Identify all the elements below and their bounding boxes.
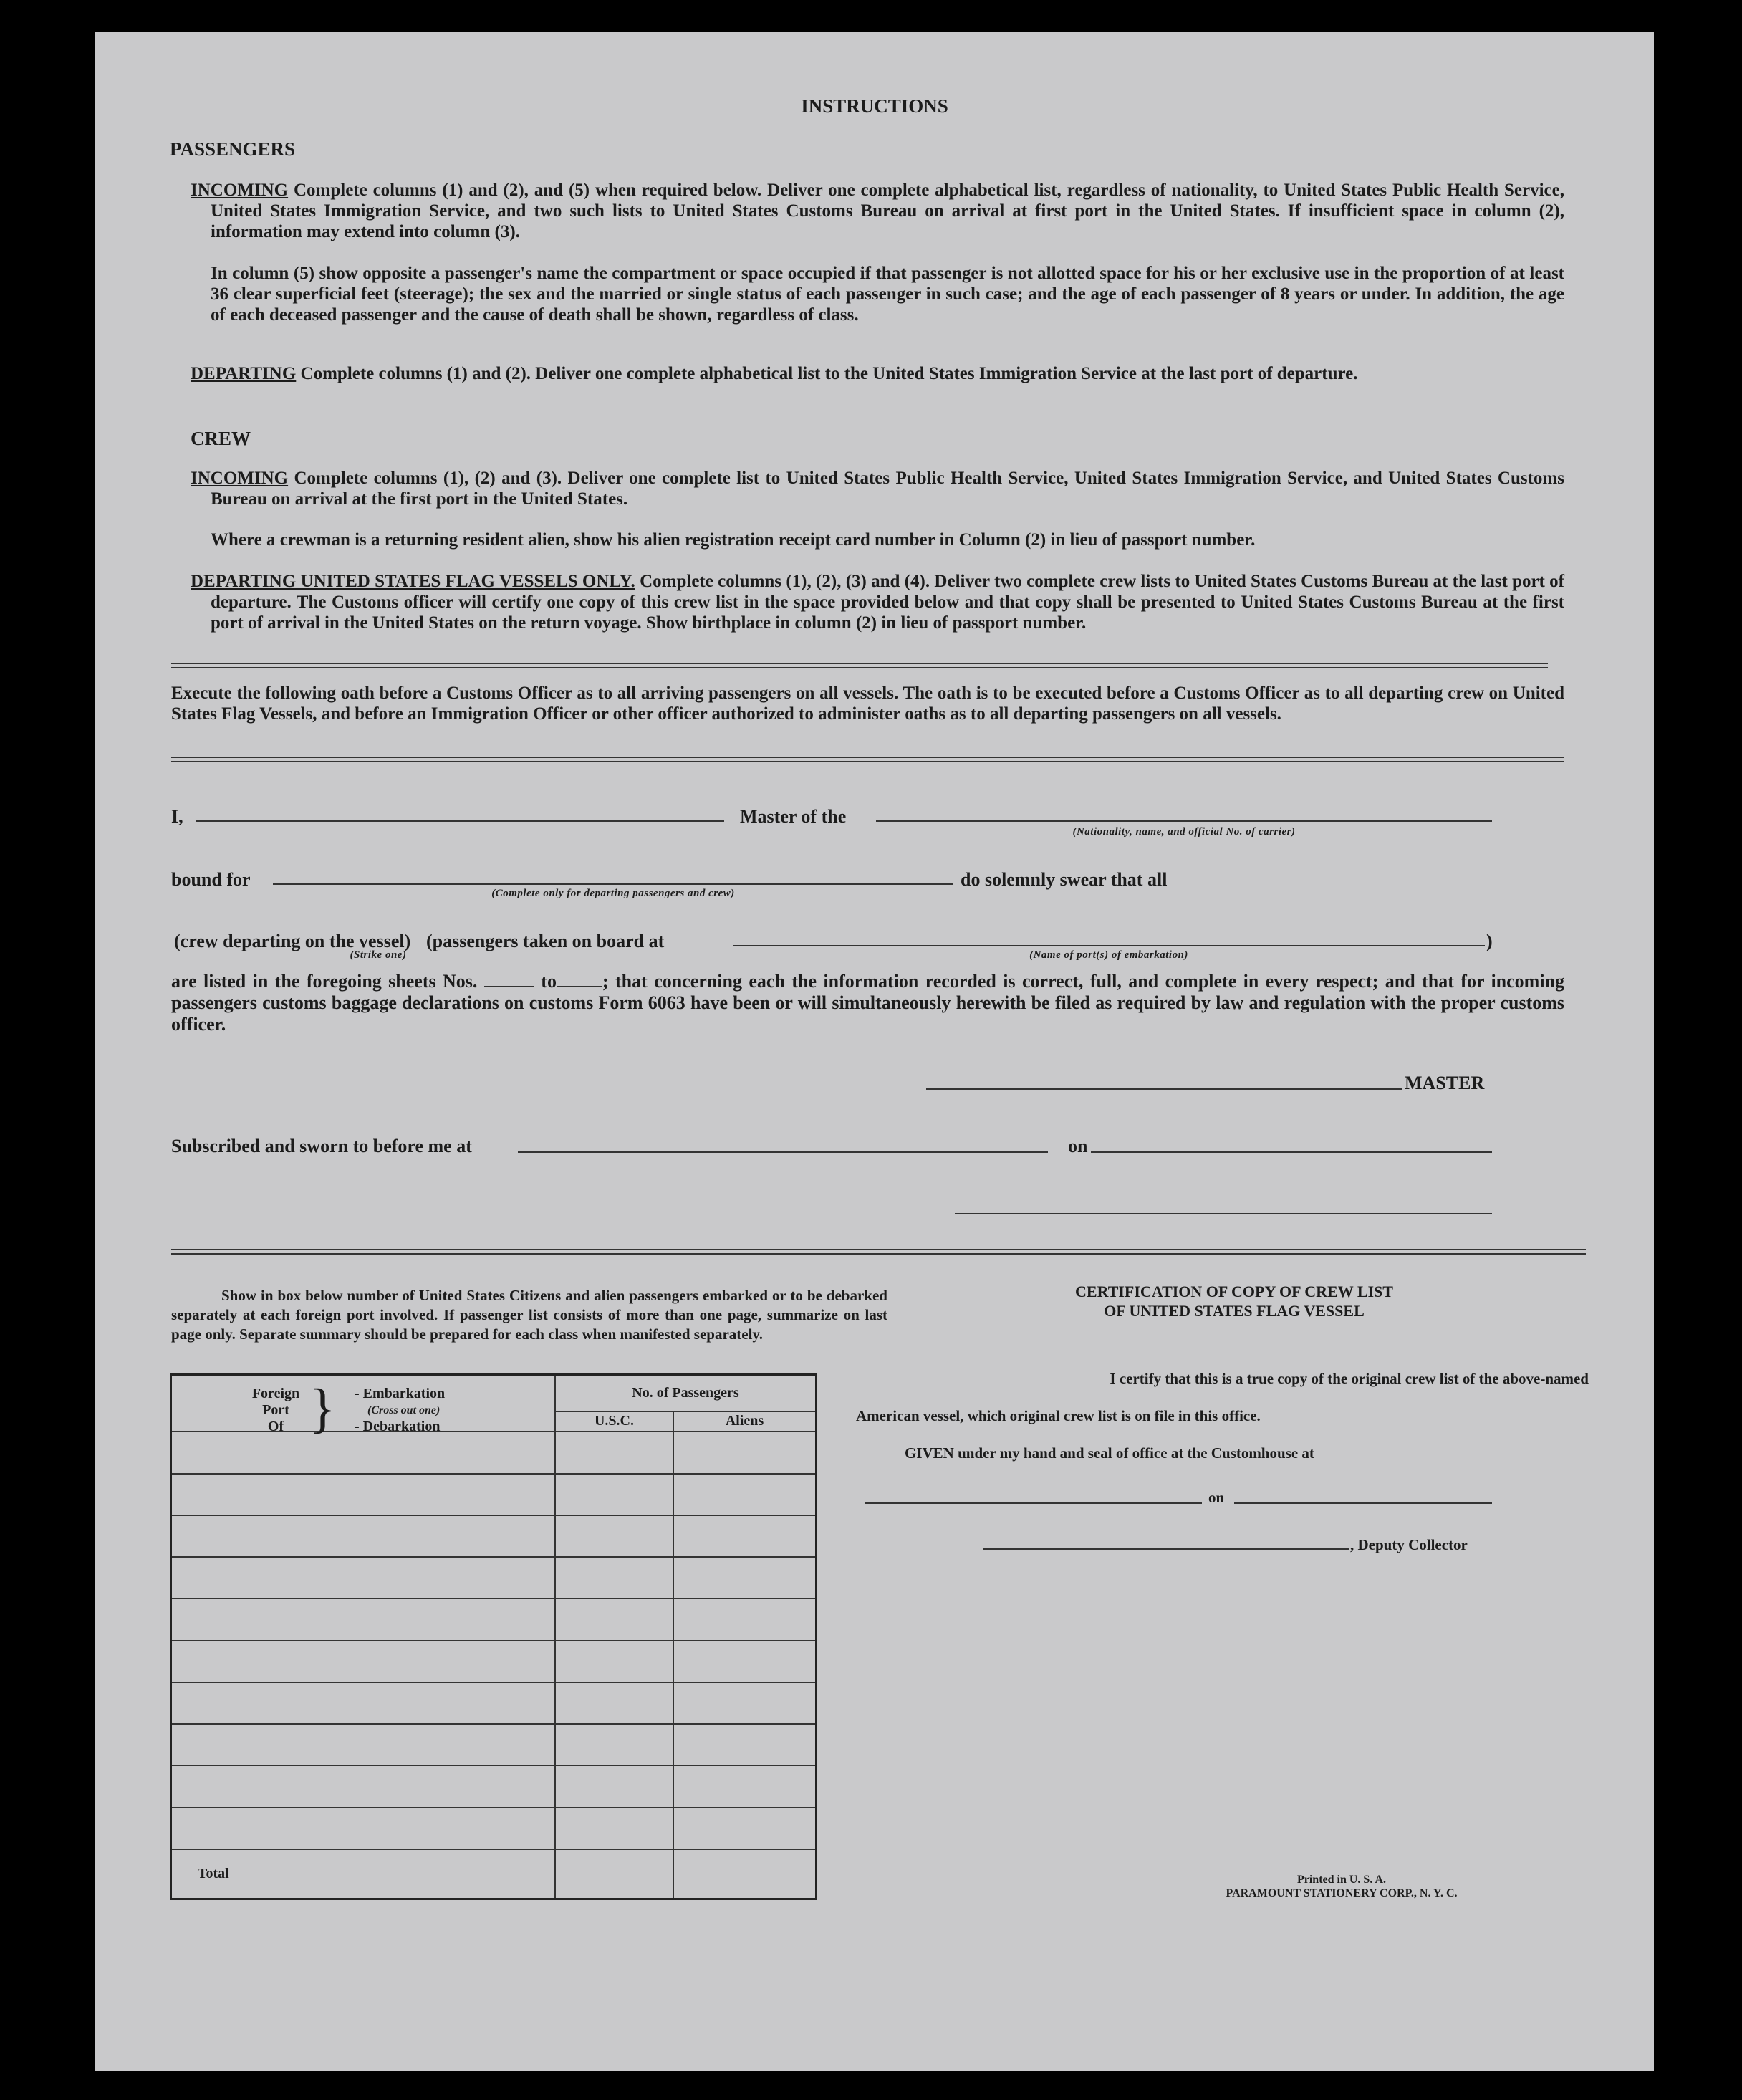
crew-departing-block bbox=[191, 571, 1564, 633]
crew-departing-option[interactable]: (crew departing on the vessel) bbox=[174, 931, 411, 951]
sworn-place-field[interactable] bbox=[518, 1151, 1048, 1153]
master-name-field[interactable] bbox=[196, 820, 724, 822]
sworn-date-field[interactable] bbox=[1091, 1151, 1492, 1153]
brace-icon: } bbox=[309, 1379, 336, 1439]
master-signature-field[interactable] bbox=[926, 1088, 1402, 1090]
oath-paragraph bbox=[171, 971, 1564, 1035]
certification-title-line2: OF UNITED STATES FLAG VESSEL bbox=[1104, 1302, 1365, 1320]
port-cell[interactable] bbox=[171, 1432, 556, 1473]
header-cross-out: (Cross out one) bbox=[367, 1404, 441, 1416]
usc-cell[interactable] bbox=[555, 1641, 673, 1682]
port-cell[interactable] bbox=[171, 1808, 556, 1849]
usc-cell[interactable] bbox=[555, 1474, 673, 1515]
usc-cell[interactable] bbox=[555, 1515, 673, 1557]
aliens-cell[interactable] bbox=[673, 1432, 817, 1473]
to-label: to bbox=[541, 971, 557, 992]
crew-heading: CREW bbox=[191, 428, 251, 449]
header-embarkation[interactable]: - Embarkation bbox=[355, 1386, 446, 1401]
aliens-cell[interactable] bbox=[673, 1808, 817, 1849]
certify-line1: I certify that this is a true copy of the original crew list of the above-named bbox=[1110, 1370, 1589, 1387]
certification-on-label: on bbox=[1208, 1489, 1225, 1506]
summary-instructions-text: Show in box below number of United States Citizens and alien passengers embarked or to be debarked separately at each foreign port involved. If passenger list consists of more than one page, summarize on last page only. Separate summary should be prepared for each class when manifested separately. bbox=[171, 1287, 887, 1343]
instructions-title: INSTRUCTIONS bbox=[801, 95, 948, 117]
summary-row bbox=[171, 1682, 817, 1724]
aliens-cell[interactable] bbox=[673, 1765, 817, 1807]
ports-caption: (Name of port(s) of embarkation) bbox=[1029, 949, 1188, 961]
aliens-cell[interactable] bbox=[673, 1515, 817, 1557]
master-of-label: Master of the bbox=[740, 806, 847, 827]
oath-instructions-block bbox=[171, 683, 1564, 724]
bound-for-caption: (Complete only for departing passengers and crew) bbox=[491, 888, 735, 899]
bound-for-field[interactable] bbox=[273, 883, 953, 885]
certification-date-field[interactable] bbox=[1234, 1502, 1492, 1504]
total-usc-cell[interactable] bbox=[555, 1849, 673, 1899]
usc-cell[interactable] bbox=[555, 1808, 673, 1849]
crew-alien-block bbox=[211, 529, 1564, 550]
summary-row bbox=[171, 1474, 817, 1515]
passengers-incoming-text: Complete columns (1) and (2), and (5) when required below. Deliver one complete alphabetical list, regardless of nationality, to United States Public Health Service, United States Immigration Service, and two such lists to United States Customs Bureau on arrival at first port in the United States. If insufficient space in column (2), information may extend into column (3). bbox=[211, 181, 1564, 241]
aliens-cell[interactable] bbox=[673, 1682, 817, 1724]
crew-alien-text: Where a crewman is a returning resident alien, show his alien registration receipt card number in Column (2) in lieu of passport number. bbox=[211, 530, 1256, 550]
summary-row bbox=[171, 1765, 817, 1807]
oath-text: ; that concerning each the information recorded is correct, full, and complete in every respect; and that for incoming passengers customs baggage declarations on customs Form 6063 have been or will simultaneously herewith be filed as required by law and regulation with the proper customs officer. bbox=[171, 971, 1565, 1035]
passengers-column5-block bbox=[211, 263, 1564, 325]
summary-row bbox=[171, 1641, 817, 1682]
aliens-cell[interactable] bbox=[673, 1724, 817, 1765]
divider-rule bbox=[171, 1249, 1586, 1255]
subscribed-label: Subscribed and sworn to before me at bbox=[171, 1136, 472, 1156]
port-header-cell bbox=[171, 1375, 556, 1439]
strike-caption: (Strike one) bbox=[350, 949, 407, 961]
usc-header: U.S.C. bbox=[555, 1411, 673, 1432]
deputy-signature-field[interactable] bbox=[983, 1548, 1349, 1550]
aliens-header: Aliens bbox=[673, 1411, 817, 1432]
header-port: Port bbox=[262, 1402, 289, 1418]
aliens-cell[interactable] bbox=[673, 1598, 817, 1640]
port-cell[interactable] bbox=[171, 1474, 556, 1515]
passengers-departing-block bbox=[191, 363, 1564, 384]
carrier-field[interactable] bbox=[876, 820, 1492, 822]
port-cell[interactable] bbox=[171, 1682, 556, 1724]
port-cell[interactable] bbox=[171, 1557, 556, 1598]
usc-cell[interactable] bbox=[555, 1598, 673, 1640]
certification-title-line1: CERTIFICATION OF COPY OF CREW LIST bbox=[1075, 1282, 1393, 1300]
oath-i-label: I, bbox=[171, 806, 183, 827]
officer-signature-field[interactable] bbox=[955, 1213, 1492, 1214]
sheet-to-field[interactable] bbox=[557, 972, 602, 987]
aliens-cell[interactable] bbox=[673, 1474, 817, 1515]
carrier-caption: (Nationality, name, and official No. of carrier) bbox=[1072, 826, 1296, 838]
sheet-from-field[interactable] bbox=[484, 972, 534, 987]
certify-line2: American vessel, which original crew list is on file in this office. bbox=[856, 1407, 1261, 1424]
summary-row bbox=[171, 1724, 817, 1765]
header-debarkation[interactable]: - Debarkation bbox=[355, 1419, 441, 1434]
summary-row bbox=[171, 1432, 817, 1473]
header-of: Of bbox=[267, 1419, 284, 1434]
given-text: GIVEN under my hand and seal of office at the Customhouse at bbox=[905, 1444, 1314, 1462]
summary-instructions-block bbox=[171, 1286, 887, 1344]
port-cell[interactable] bbox=[171, 1765, 556, 1807]
crew-departing-label: DEPARTING UNITED STATES FLAG VESSELS ONLY. bbox=[191, 572, 635, 591]
usc-cell[interactable] bbox=[555, 1724, 673, 1765]
deputy-collector-label: , Deputy Collector bbox=[1350, 1536, 1468, 1553]
aliens-cell[interactable] bbox=[673, 1641, 817, 1682]
summary-row bbox=[171, 1808, 817, 1849]
swear-label: do solemnly swear that all bbox=[961, 869, 1168, 890]
port-cell[interactable] bbox=[171, 1724, 556, 1765]
passengers-departing-label: DEPARTING bbox=[191, 364, 297, 383]
passengers-taken-option[interactable]: (passengers taken on board at bbox=[426, 931, 665, 951]
crew-incoming-block bbox=[191, 468, 1564, 509]
oath-instructions-text: Execute the following oath before a Customs Officer as to all arriving passengers on all vessels. The oath is to be executed before a Customs Officer as to all departing crew on United States Flag Vessels, and before an Immigration Officer or other officer authorized to administer oaths as to all departing passengers on all vessels. bbox=[171, 684, 1564, 724]
printer-line2: PARAMOUNT STATIONERY CORP., N. Y. C. bbox=[1226, 1887, 1458, 1899]
summary-row bbox=[171, 1557, 817, 1598]
port-cell[interactable] bbox=[171, 1641, 556, 1682]
summary-row bbox=[171, 1598, 817, 1640]
sheets-label: are listed in the foregoing sheets Nos. bbox=[171, 971, 478, 992]
printer-line1: Printed in U. S. A. bbox=[1296, 1874, 1386, 1886]
usc-cell[interactable] bbox=[555, 1432, 673, 1473]
master-label: MASTER bbox=[1405, 1073, 1485, 1093]
passengers-departing-text: Complete columns (1) and (2). Deliver one complete alphabetical list to the United States Immigration Service at the last port of departure. bbox=[296, 364, 1358, 383]
passengers-heading: PASSENGERS bbox=[170, 138, 296, 160]
aliens-cell[interactable] bbox=[673, 1557, 817, 1598]
passengers-incoming-label: INCOMING bbox=[191, 181, 289, 200]
close-paren: ) bbox=[1486, 931, 1493, 951]
crew-incoming-text: Complete columns (1), (2) and (3). Deliver one complete list to United States Public Health Service, United States Immigration Service, and United States Customs Bureau on arrival at the first port in the United States. bbox=[211, 469, 1564, 509]
header-foreign: Foreign bbox=[251, 1386, 300, 1401]
port-cell[interactable] bbox=[171, 1515, 556, 1557]
port-cell[interactable] bbox=[171, 1598, 556, 1640]
usc-cell[interactable] bbox=[555, 1765, 673, 1807]
ports-embarkation-field[interactable] bbox=[733, 945, 1485, 946]
divider-rule bbox=[171, 757, 1564, 762]
passenger-summary-table bbox=[170, 1373, 817, 1900]
bound-for-label: bound for bbox=[171, 869, 251, 890]
passengers-incoming-block bbox=[191, 180, 1564, 242]
certification-title bbox=[890, 1282, 1578, 1320]
customhouse-field[interactable] bbox=[865, 1502, 1202, 1504]
printer-mark bbox=[1170, 1873, 1514, 1900]
crew-incoming-label: INCOMING bbox=[191, 469, 289, 488]
no-passengers-header: No. of Passengers bbox=[555, 1375, 817, 1411]
form-sheet bbox=[95, 32, 1654, 2071]
usc-cell[interactable] bbox=[555, 1557, 673, 1598]
sworn-on-label: on bbox=[1068, 1136, 1088, 1156]
total-aliens-cell[interactable] bbox=[673, 1849, 817, 1899]
divider-rule bbox=[171, 663, 1548, 668]
summary-row bbox=[171, 1515, 817, 1557]
passengers-column5-text: In column (5) show opposite a passenger's name the compartment or space occupied if that passenger is not allotted space for his or her exclusive use in the proportion of at least 36 clear superficial feet (steerage); the sex and the married or single status of each passenger in such case; and the age of each passenger of 8 years or under. In addition, the age of each deceased passenger and the cause of death shall be shown, regardless of class. bbox=[211, 264, 1564, 325]
usc-cell[interactable] bbox=[555, 1682, 673, 1724]
total-label: Total bbox=[171, 1849, 556, 1899]
crew-departing-text: Complete columns (1), (2), (3) and (4). Deliver two complete crew lists to United States Customs Bureau at the last port of departure. The Customs officer will certify one copy of this crew list in the space provided below and that copy shall be presented to United States Customs Bureau at the first port of arrival in the United States on the return voyage. Show birthplace in column (2) in lieu of passport number. bbox=[211, 572, 1564, 633]
